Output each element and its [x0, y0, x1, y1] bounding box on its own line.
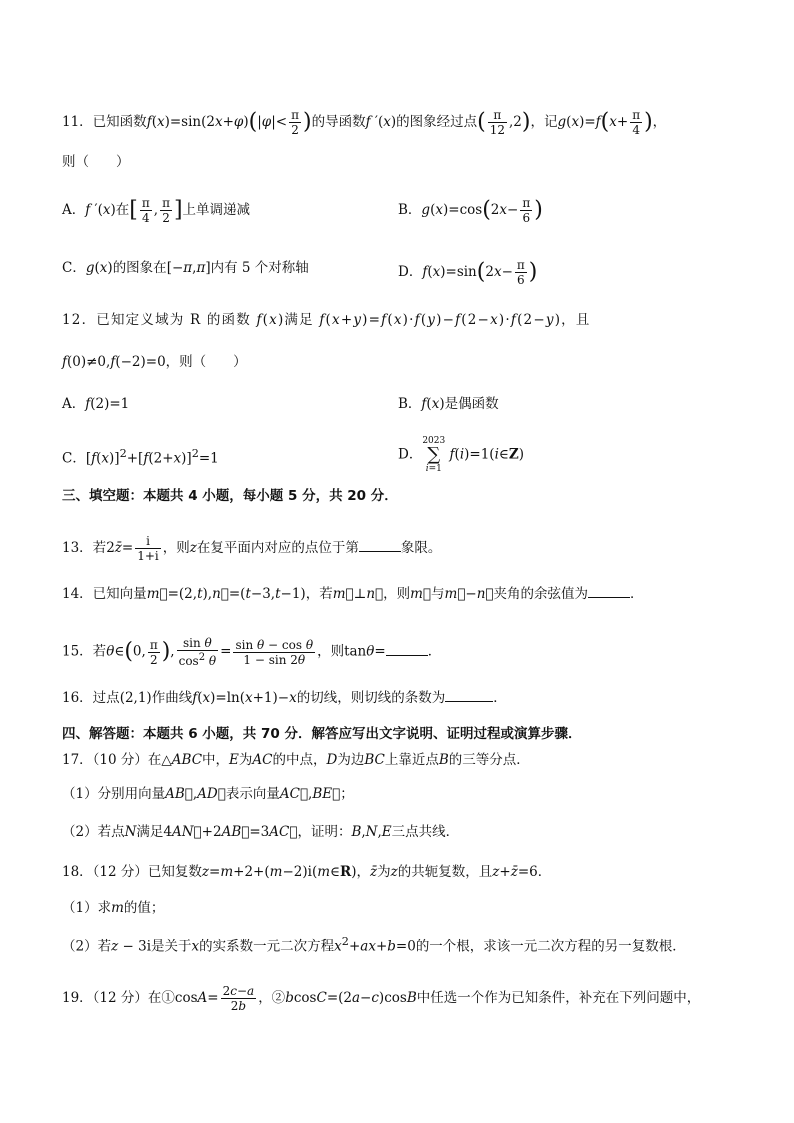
q11-then: 则（ ）: [62, 154, 130, 170]
q16: 16．过点(2,1)作曲线f(x)=ln(x+1)−x的切线，则切线的条数为 ．: [62, 690, 507, 706]
q11-option-a: A．f ′(x)在[ $\frac{\pi}{4}$ , $\frac{\pi}{2}$ ]上单调递减: [62, 196, 251, 225]
q18-part2: （2）若z − 3i是关于x的实系数一元二次方程$x^2+ax+b=0$的一个根，求该一元二次方程的另一复数根．: [62, 935, 686, 955]
section-fill-in-title: 三、填空题：本题共 4 小题，每小题 5 分，共 20 分．: [62, 488, 398, 504]
q15: 15．若θ∈(0, $\frac{\pi}{2}$ ), $\frac{\text{sin θ}}{\cos^2 \theta}$ = $\frac{\text{sin θ − cos θ}}{1 - \sin 2\theta}$ ，则tanθ= ．: [62, 636, 442, 668]
q12-condition: f(0)≠0,f(−2)=0，则（ ）: [62, 354, 247, 370]
q11-stem: 11．已知函数f(x)=sin(2x+φ)(|φ|< $\frac{\pi}{2}$ )的导函数f ′(x)的图象经过点( $\frac{\pi}{12}$ ,2)，记g(x)=f(x+ $\frac{\pi}{4}$ )，: [62, 108, 667, 137]
q14: 14．已知向量m⃗=(2,t),n⃗=(t−3,t−1)，若m⃗⊥n⃗，则m⃗与m⃗−n⃗夹角的余弦值为 ．: [62, 586, 644, 602]
q11-option-c: C．g(x)的图象在[−π,π]内有 5 个对称轴: [62, 260, 309, 276]
q11-option-b: B．g(x)=cos(2x− $\frac{\pi}{6}$ ): [398, 196, 543, 225]
q17-part2: （2）若点N满足4AN⃗+2AB⃗=3AC⃗，证明：B,N,E三点共线．: [62, 824, 460, 840]
q19-stem: 19．（12 分）在①cosA= $\frac{2c-a}{2b}$ ，②bcosC=(2a−c)cosB中任选一个作为已知条件，补充在下列问题中，: [62, 984, 701, 1013]
q17-part1: （1）分别用向量AB⃗,AD⃗表示向量AC⃗,BE⃗；: [62, 786, 354, 802]
q12-option-a: A．f(2)=1: [62, 396, 130, 412]
q13: 13．若2z̄= $\frac{i}{1+i}$ ，则z在复平面内对应的点位于第 象限。: [62, 534, 442, 563]
q17-stem: 17．（10 分）在△ABC中，E为AC的中点，D为边BC上靠近点B的三等分点．: [62, 752, 530, 768]
q16-answer-blank[interactable]: [445, 689, 493, 702]
q12-option-c: C．$[f(x)]^2+[f(2+x)]^2=1$: [62, 447, 219, 467]
q14-answer-blank[interactable]: [588, 585, 630, 598]
q13-answer-blank[interactable]: [359, 539, 401, 552]
q18-stem: 18．（12 分）已知复数z=m+2+(m−2)i(m∈R)，z̄为z的共轭复数，且z+z̄=6．: [62, 864, 552, 880]
q15-answer-blank[interactable]: [386, 643, 428, 656]
q18-part1: （1）求m的值；: [62, 900, 165, 916]
section-solve-title: 四、解答题：本题共 6 小题，共 70 分．解答应写出文字说明、证明过程或演算步骤．: [62, 726, 582, 742]
q12-option-b: B．f(x)是偶函数: [398, 396, 499, 412]
q12-stem: 12．已知定义域为 R 的函数 f(x)满足 f(x+y)=f(x)·f(y)−f(2−x)·f(2−y)，且: [62, 312, 591, 328]
q12-option-d: D．2023 ∑ i=1 f(i)=1(i∈Z): [398, 436, 525, 474]
q11-option-d: D．f(x)=sin(2x− $\frac{\pi}{6}$ ): [398, 258, 538, 287]
